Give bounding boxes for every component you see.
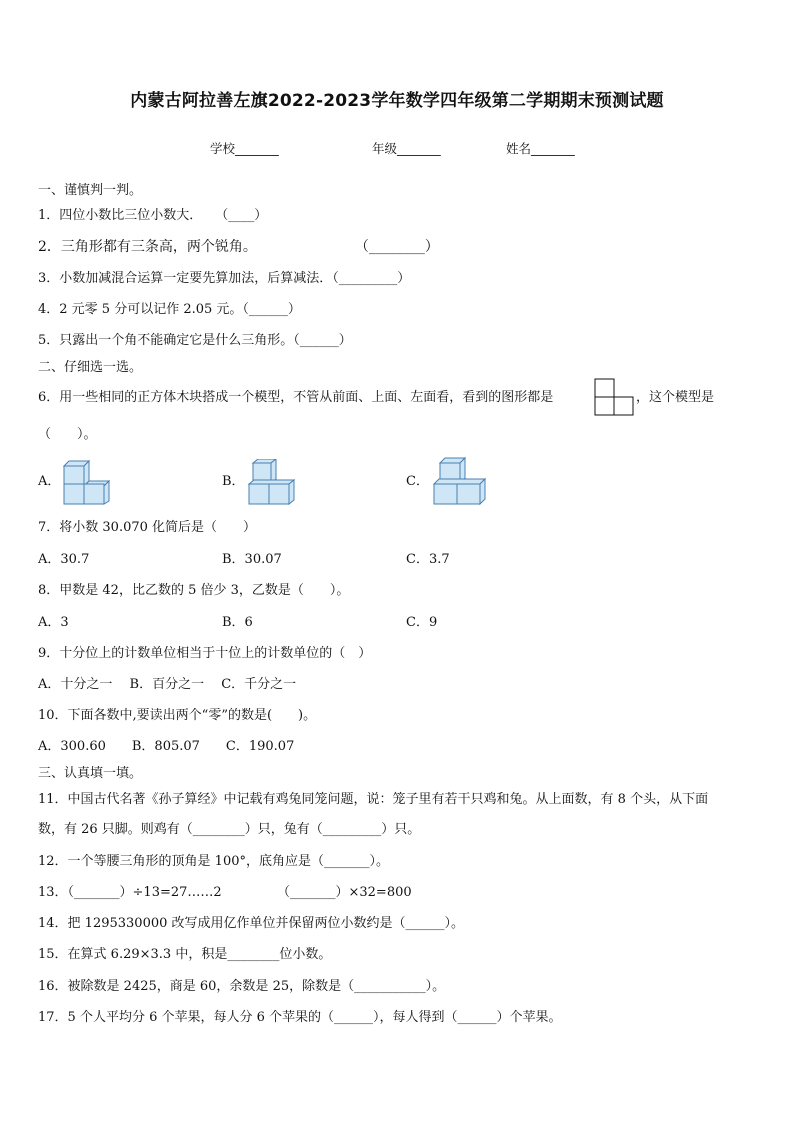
school-field: 学校_______ xyxy=(210,141,279,156)
question-6-option-c: C． xyxy=(406,474,429,489)
question-1: 1．四位小数比三位小数大． （____） xyxy=(38,208,268,223)
question-16: 16．被除数是 2425，商是 60，余数是 25，除数是（___________）。 xyxy=(38,979,446,994)
question-10-options: A．300.60 B．805.07 C．190.07 xyxy=(38,739,295,754)
question-7: 7．将小数 30.070 化简后是（ ） xyxy=(38,520,257,535)
question-11-line-1: 11．中国古代名著《孙子算经》中记载有鸡兔同笼问题，说：笼子里有若干只鸡和兔。从上面数，有 8 个头，从下面 xyxy=(38,792,709,807)
question-6-text-end: ，这个模型是 xyxy=(636,390,715,405)
page-title: 内蒙古阿拉善左旗2022-2023学年数学四年级第二学期期末预测试题 xyxy=(130,91,664,111)
question-8-option-c: C．9 xyxy=(406,615,438,630)
question-4: 4．2 元零 5 分可以记作 2.05 元。（______） xyxy=(38,302,301,317)
question-11-line-2: 数，有 26 只脚。则鸡有（________）只，兔有（_________）只。 xyxy=(38,822,421,837)
question-7-option-c: C．3.7 xyxy=(406,552,450,567)
option-c-cube-model xyxy=(432,457,486,505)
question-14: 14．把 1295330000 改写成用亿作单位并保留两位小数约是（______）。 xyxy=(38,916,465,931)
question-10: 10．下面各数中,要读出两个“零”的数是( )。 xyxy=(38,708,317,723)
question-13-part-2: （_______）×32=800 xyxy=(277,885,412,900)
option-b-cube-model xyxy=(247,459,295,505)
section-1-heading: 一、谨慎判一判。 xyxy=(38,183,143,198)
section-2-heading: 二、仔细选一选。 xyxy=(38,360,143,375)
question-8-option-b: B．6 xyxy=(222,615,253,630)
question-6-option-a: A． xyxy=(38,474,61,489)
question-15: 15．在算式 6.29×3.3 中，积是________位小数。 xyxy=(38,947,332,962)
question-17: 17．5 个人平均分 6 个苹果，每人分 6 个苹果的（______），每人得到（______）个苹果。 xyxy=(38,1010,562,1025)
section-3-heading: 三、认真填一填。 xyxy=(38,766,143,781)
question-2: 2．三角形都有三条高，两个锐角。 （________） xyxy=(38,239,439,255)
question-8-option-a: A．3 xyxy=(38,615,69,630)
question-7-option-a: A．30.7 xyxy=(38,552,90,567)
question-6-text: 6．用一些相同的正方体木块搭成一个模型，不管从前面、上面、左面看，看到的图形都是 xyxy=(38,390,554,405)
question-12: 12．一个等腰三角形的顶角是 100°，底角应是（_______）。 xyxy=(38,854,389,869)
question-6-answer: （ ）。 xyxy=(38,427,97,442)
question-9-options: A．十分之一 B．百分之一 C．千分之一 xyxy=(38,677,297,692)
question-9: 9．十分位上的计数单位相当于十位上的计数单位的（ ） xyxy=(38,646,372,661)
grade-field: 年级_______ xyxy=(372,141,441,156)
three-view-figure xyxy=(594,378,634,416)
question-6-option-b: B． xyxy=(222,474,245,489)
option-a-cube-model xyxy=(62,459,110,505)
question-5: 5．只露出一个角不能确定它是什么三角形。（______） xyxy=(38,333,352,348)
question-3: 3．小数加减混合运算一定要先算加法，后算减法．（_________） xyxy=(38,271,411,286)
question-13-part-1: 13．（_______）÷13=27……2 xyxy=(38,885,222,900)
question-8: 8．甲数是 42，比乙数的 5 倍少 3，乙数是（ ）。 xyxy=(38,583,350,598)
question-7-option-b: B．30.07 xyxy=(222,552,282,567)
name-field: 姓名_______ xyxy=(506,141,575,156)
